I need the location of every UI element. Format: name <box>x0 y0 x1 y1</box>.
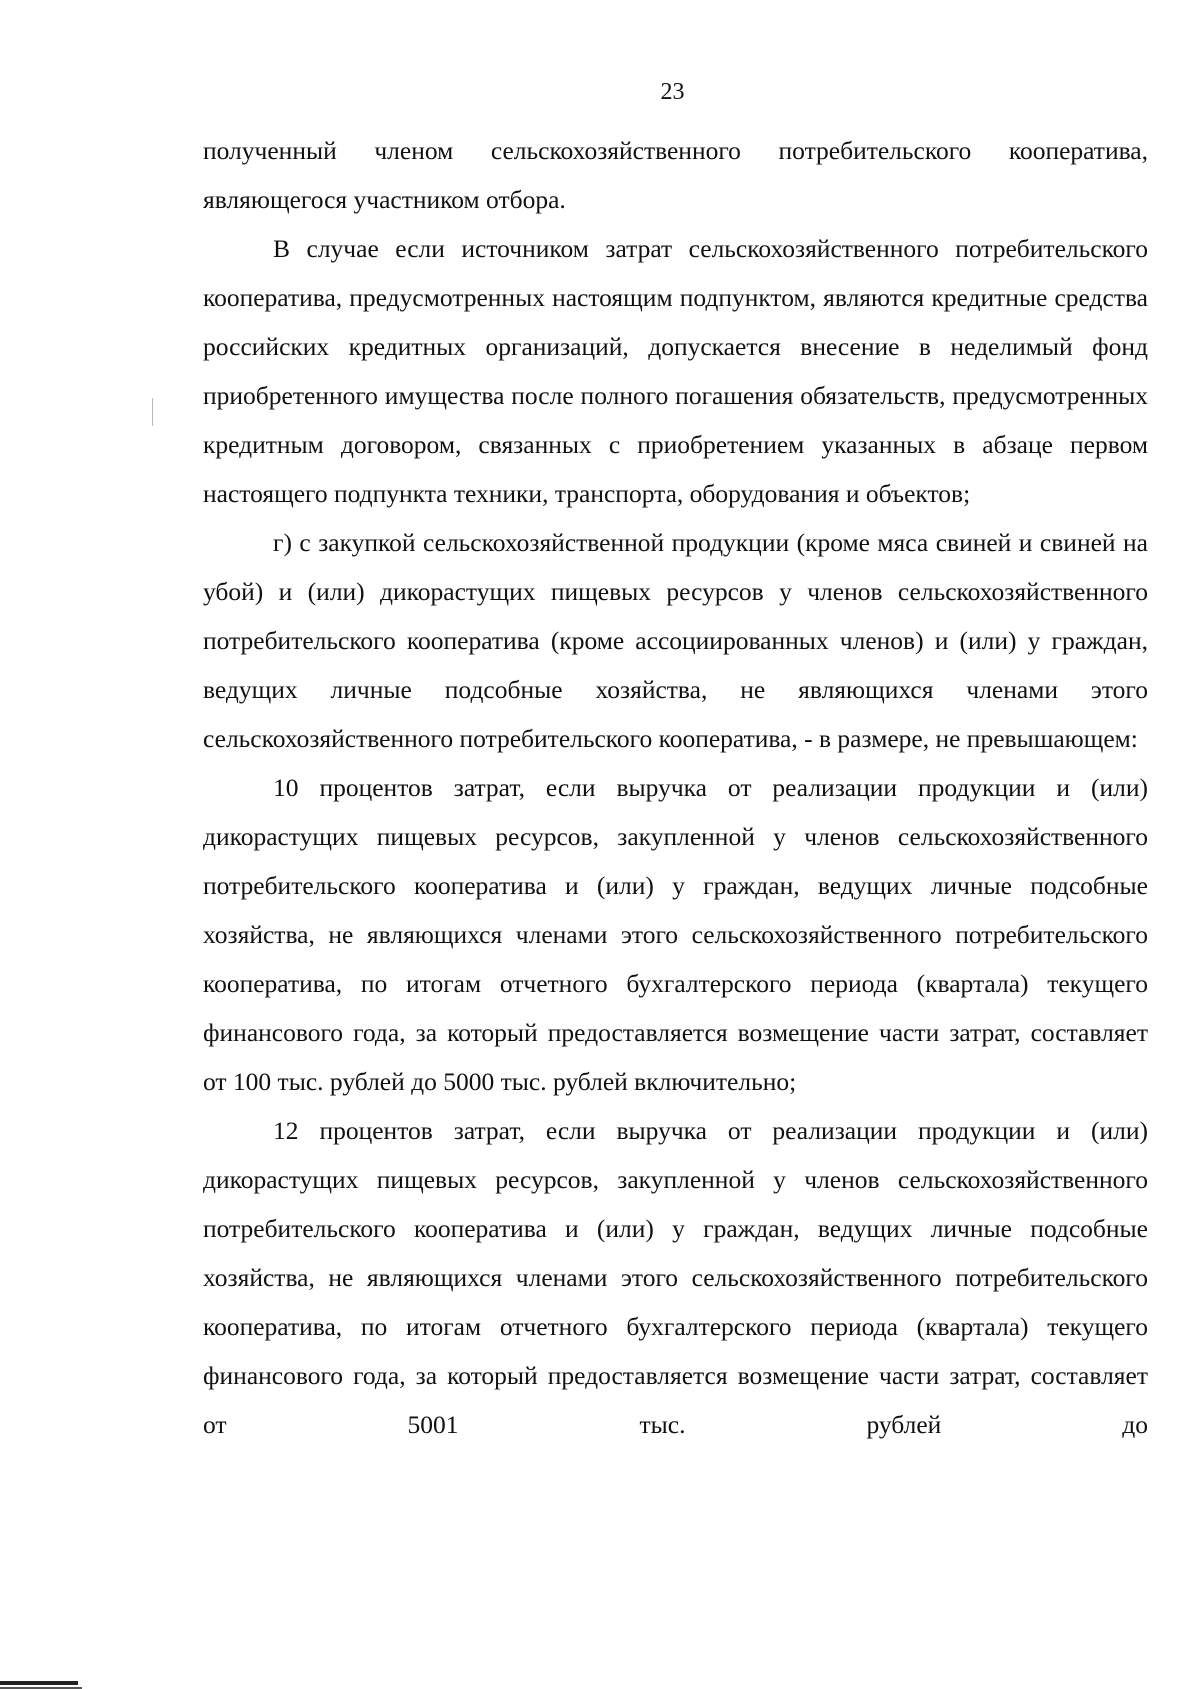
paragraph-credit-funds: В случае если источником затрат сельскохозяйственного потребительского кооператива, предусмотренных настоящим подпунктом, являются кредитные средства российских кредитных организаций, допускается внесение в неделимый фонд приобретенного имущества после полного погашения обязательств, предусмотренных кредитным договором, связанных с приобретением указанных в абзаце первом настоящего подпункта техники, транспорта, оборудования и объектов; <box>203 234 1148 508</box>
paragraph-subitem-g: г) с закупкой сельскохозяйственной продукции (кроме мяса свиней и свиней на убой) и (или) дикорастущих пищевых ресурсов у членов сельскохозяйственного потребительского кооператива (кроме ассоциированных членов) и (или) у граждан, ведущих личные подсобные хозяйства, не являющихся членами этого сельскохозяйственного потребительского кооператива, - в размере, не превышающем: <box>203 528 1148 753</box>
paragraph-twelve-percent: 12 процентов затрат, если выручка от реализации продукции и (или) дикорастущих пищевых ресурсов, закупленной у членов сельскохозяйственного потребительского кооператива и (или) у граждан, ведущих личные подсобные хозяйства, не являющихся членами этого сельскохозяйственного потребительского кооператива, по итогам отчетного бухгалтерского периода (квартала) текущего финансового года, за который предоставляется возмещение части затрат, составляет от 5001 тыс. рублей до <box>203 1116 1148 1439</box>
scan-edge-mark <box>0 1681 78 1685</box>
paragraph-ten-percent: 10 процентов затрат, если выручка от реализации продукции и (или) дикорастущих пищевых ресурсов, закупленной у членов сельскохозяйственного потребительского кооператива и (или) у граждан, ведущих личные подсобные хозяйства, не являющихся членами этого сельскохозяйственного потребительского кооператива, по итогам отчетного бухгалтерского периода (квартала) текущего финансового года, за который предоставляется возмещение части затрат, составляет от 100 тыс. рублей до 5000 тыс. рублей включительно; <box>203 773 1148 1096</box>
paragraph-continuation: полученный членом сельскохозяйственного потребительского кооператива, являющегося участником отбора. <box>203 136 1148 214</box>
scan-artifact-line <box>152 398 153 426</box>
document-body <box>203 126 1148 1449</box>
page-number: 23 <box>660 79 685 105</box>
